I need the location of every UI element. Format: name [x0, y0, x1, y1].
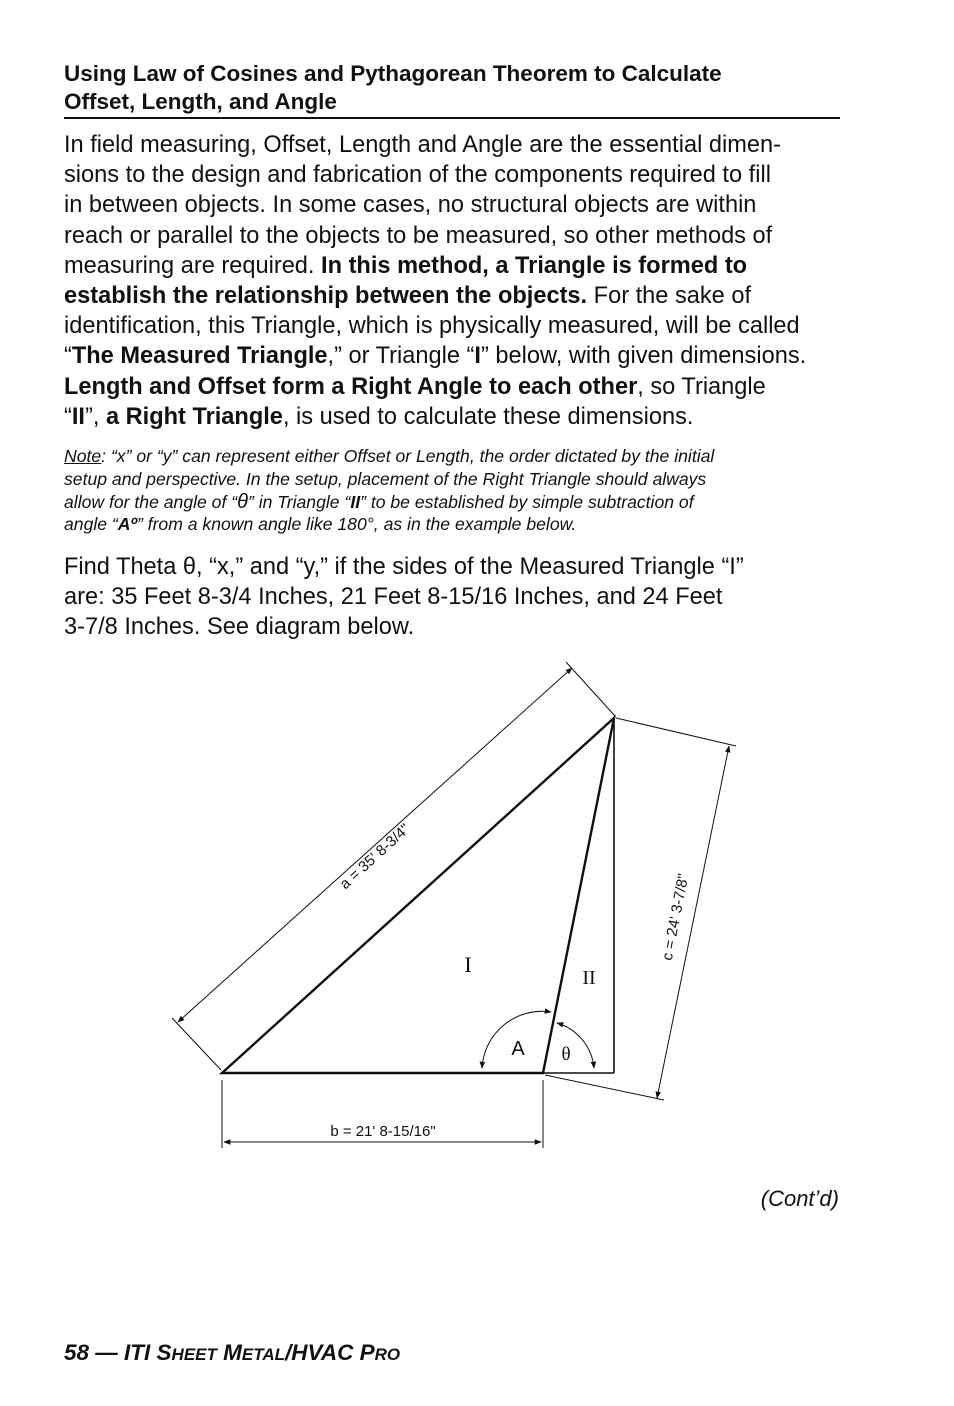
measured-triangle-outline: [222, 718, 614, 1073]
text-run: allow for the angle of “: [64, 491, 238, 512]
triangle-i-label: I: [464, 952, 472, 977]
paragraph-line: reach or parallel to the objects to be measured, so other methods of: [64, 222, 773, 249]
text-run: : “x” or “y” can represent either Offset or Length, the order dictated by the initial: [101, 446, 715, 466]
paragraph-line: sions to the design and fabrication of the components required to fill: [64, 162, 771, 189]
note-line: [64, 491, 854, 514]
dimension-a-extension-top: [566, 662, 615, 716]
text-run: “: [64, 343, 72, 370]
dimension-a-extension-bottom: [172, 1018, 221, 1070]
footer-text: RO: [374, 1345, 401, 1364]
footer-text: ETAL: [241, 1345, 286, 1364]
text-run: “: [64, 403, 72, 430]
text-run: ”,: [84, 403, 106, 430]
problem-line: 3-7/8 Inches. See diagram below.: [64, 614, 415, 641]
note-line: setup and perspective. In the setup, placement of the Right Triangle should always: [64, 468, 707, 489]
bold-run: Aº: [117, 514, 137, 535]
text-run: ” to be established by simple subtraction of: [360, 491, 694, 512]
dimension-c-extension-top: [616, 718, 736, 746]
angle-theta-label: θ: [561, 1044, 571, 1065]
text-run: measuring are required.: [64, 252, 322, 279]
paragraph-line: In field measuring, Offset, Length and Angle are the essential dimen-: [64, 132, 781, 158]
problem-line: Find Theta θ, “x,” and “y,” if the sides of the Measured Triangle “I”: [64, 554, 744, 580]
dimension-c-label: c = 24' 3-7/8": [658, 872, 693, 962]
note-line: [64, 445, 854, 468]
note-label: Note: [64, 446, 102, 466]
continued-marker: (Cont’d): [760, 1186, 839, 1211]
problem-statement: [64, 552, 854, 643]
dimension-a-label: a = 35' 8-3/4": [336, 820, 414, 893]
footer-text: /HVAC P: [285, 1340, 375, 1365]
bold-run: The Measured Triangle: [71, 343, 328, 370]
paragraph-line: [64, 402, 854, 432]
bold-run: II: [350, 491, 361, 512]
paragraph-line: [64, 251, 854, 281]
bold-run: I: [474, 343, 481, 370]
footer-text: M: [216, 1340, 242, 1365]
intro-paragraph: [64, 130, 854, 432]
paragraph-line: in between objects. In some cases, no structural objects are within: [64, 192, 757, 219]
heading-line-2: Offset, Length, and Angle: [64, 89, 337, 114]
text-run: For the sake of: [587, 283, 752, 310]
text-run: ” below, with given dimensions.: [480, 343, 807, 370]
triangle-ii-label: II: [582, 967, 596, 989]
bold-run: In this method, a Triangle is formed to: [321, 252, 748, 279]
paragraph-line: [64, 372, 854, 402]
text-run: , is used to calculate these dimensions.: [282, 403, 694, 430]
bold-run: a Right Triangle: [105, 403, 283, 430]
angle-a-label: A: [511, 1038, 525, 1060]
paragraph-line: [64, 341, 854, 371]
text-run: angle “: [64, 514, 118, 535]
paragraph-line: [64, 281, 854, 311]
dimension-c-extension-bottom: [545, 1075, 664, 1100]
note-paragraph: [64, 445, 854, 536]
dimension-b-label: b = 21' 8-15/16": [330, 1123, 436, 1140]
paragraph-line: identification, this Triangle, which is physically measured, will be called: [64, 313, 800, 340]
bold-run: establish the relationship between the objects.: [64, 283, 588, 310]
page-footer: [64, 1340, 400, 1366]
theta-symbol: θ: [237, 490, 248, 513]
note-line: [64, 513, 854, 536]
section-heading: [64, 60, 840, 119]
footer-text: HEET: [171, 1345, 217, 1364]
bold-run: II: [71, 403, 85, 430]
footer-text: 58 — ITI S: [64, 1340, 172, 1365]
text-run: ” in Triangle “: [247, 491, 351, 512]
text-run: ,” or Triangle “: [327, 343, 475, 370]
bold-run: Length and Offset form a Right Angle to each other: [64, 373, 638, 400]
text-run: , so Triangle: [637, 373, 766, 400]
problem-line: are: 35 Feet 8-3/4 Inches, 21 Feet 8-15/16 Inches, and 24 Feet: [64, 584, 723, 611]
triangle-diagram: [0, 640, 954, 1180]
text-run: ” from a known angle like 180°, as in the example below.: [136, 514, 577, 535]
heading-line-1: Using Law of Cosines and Pythagorean Theorem to Calculate: [64, 61, 722, 86]
